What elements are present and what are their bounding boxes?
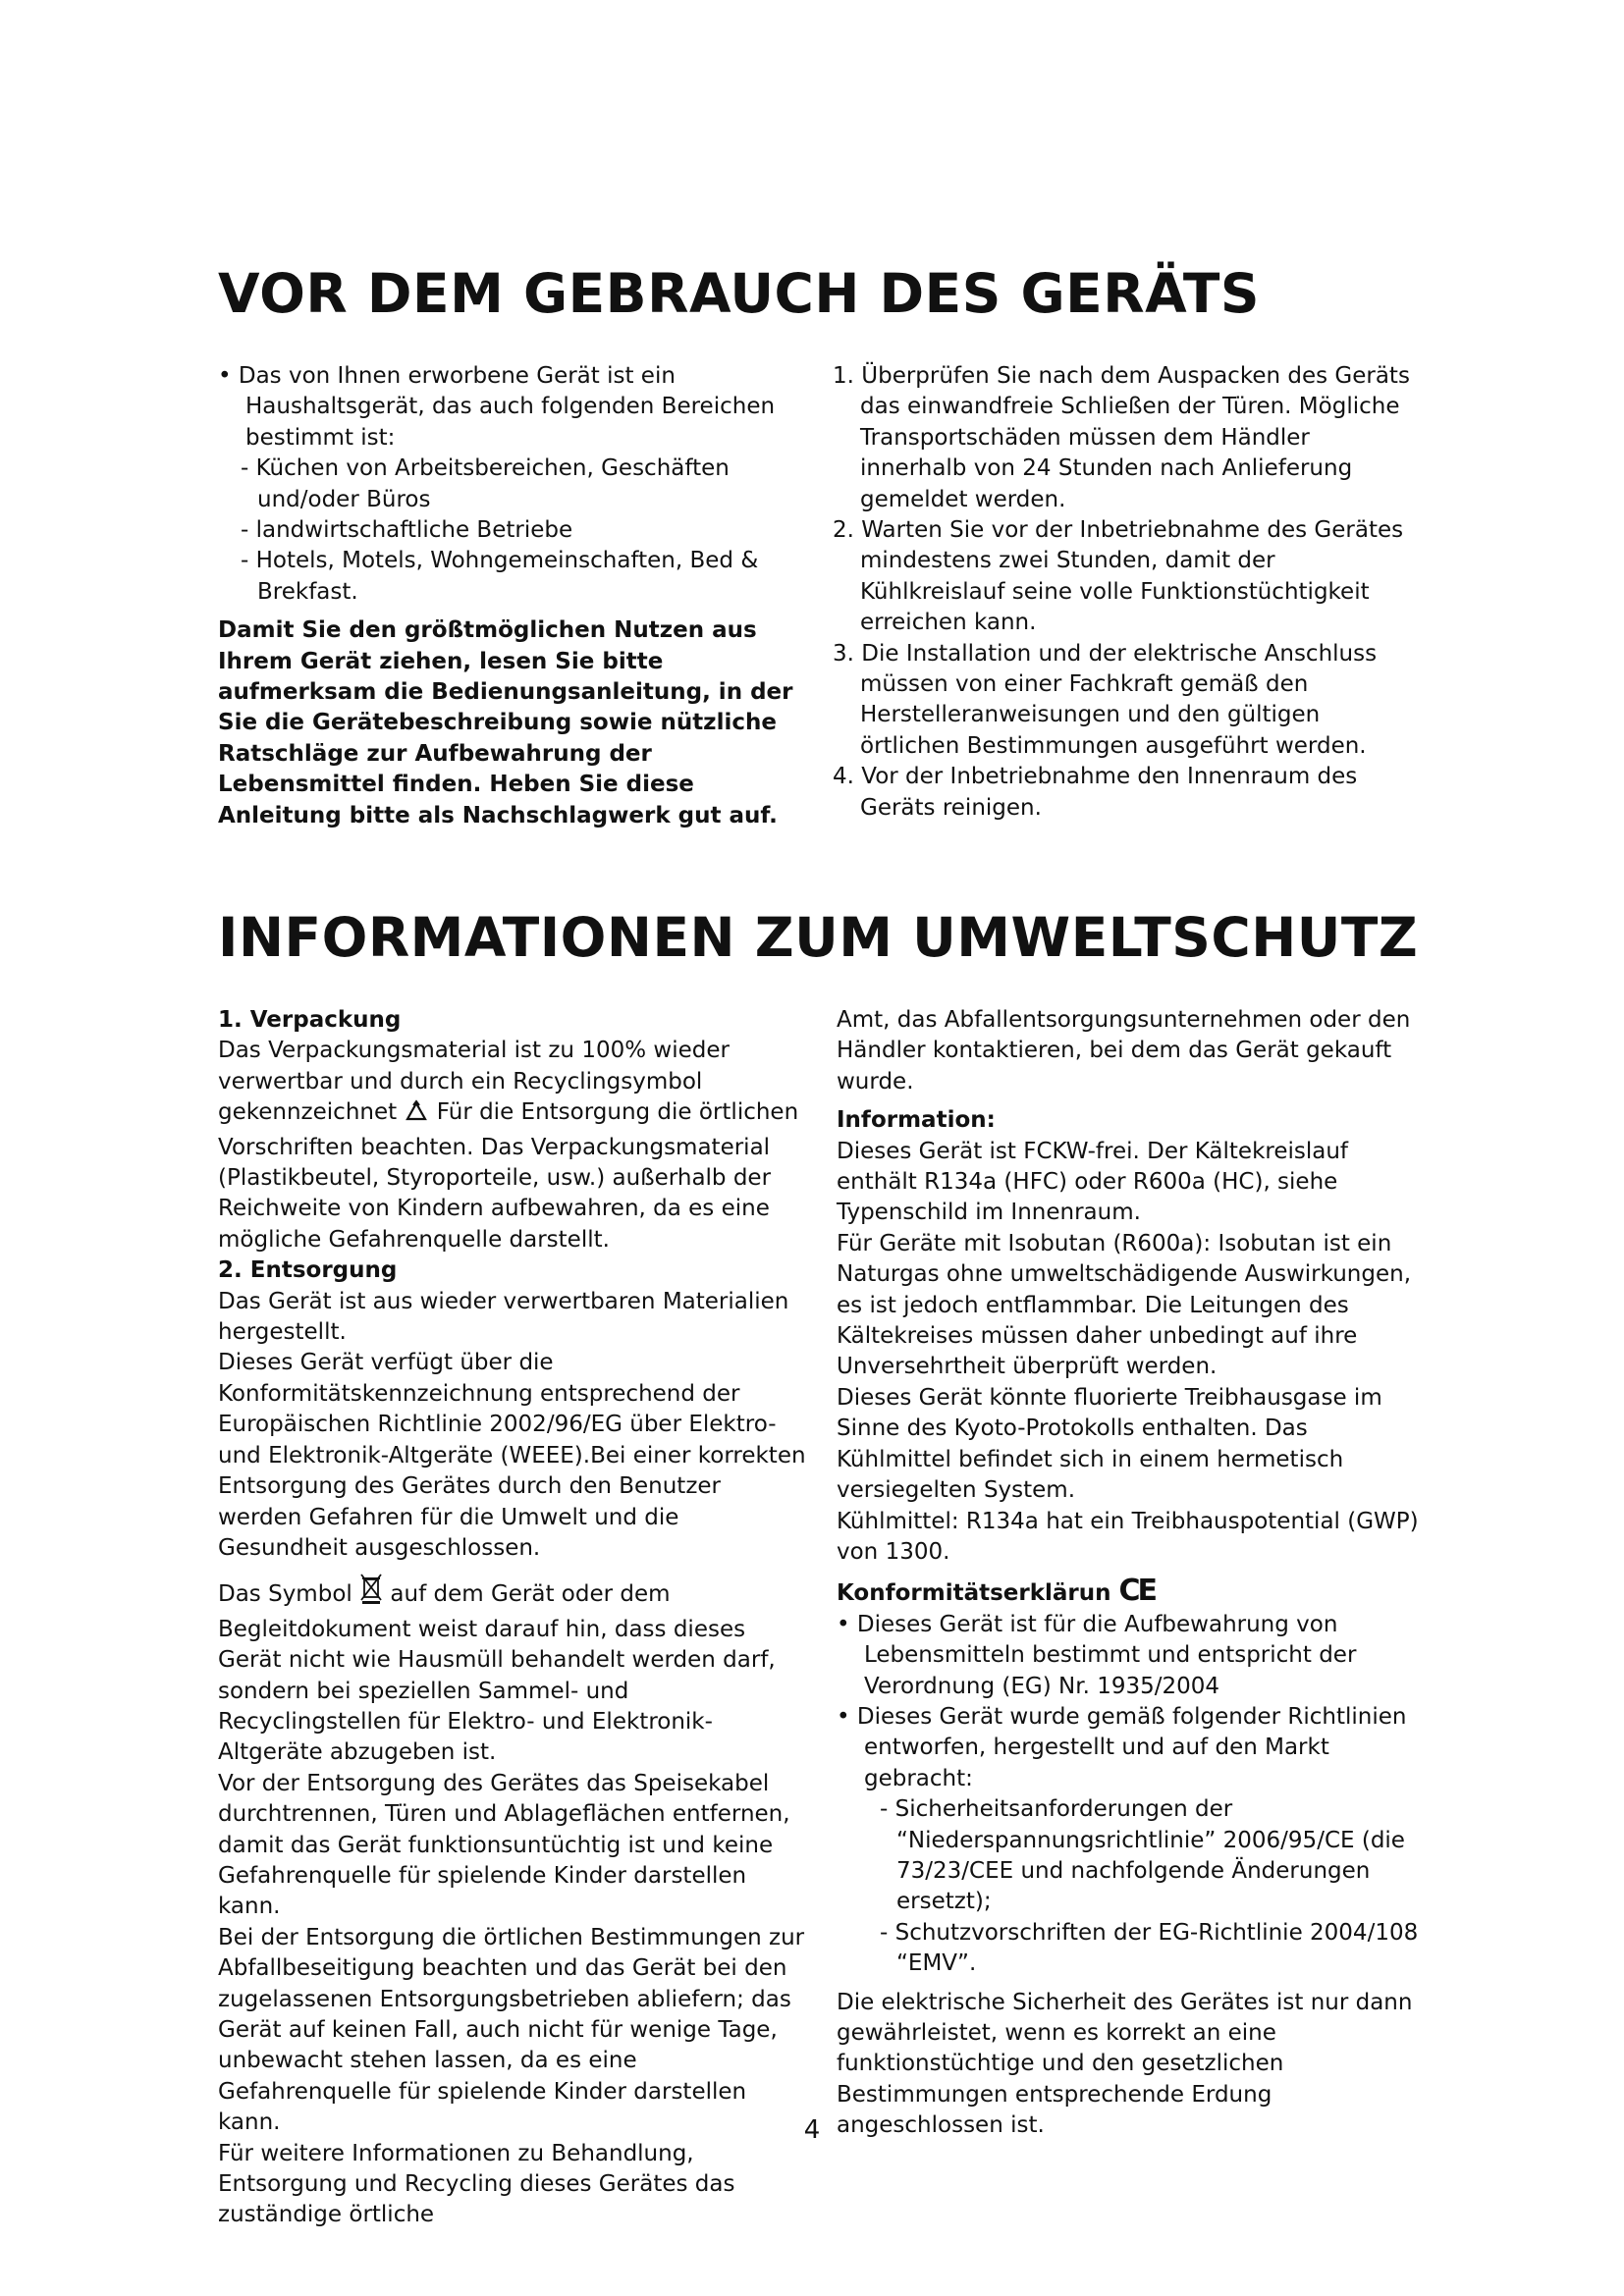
step-1: 1. Überprüfen Sie nach dem Auspacken des Geräts das einwandfreie Schließen der Türen. Mögliche Transportschäden müssen dem Händler innerhalb von 24 Stunden nach Anlieferung gemeldet werden. bbox=[833, 363, 1410, 512]
directive-low-voltage: - Sicherheitsanforderungen der “Niederspannungsrichtlinie” 2006/95/CE (die 73/23/CEE und nachfolgende Änderungen ersetzt); bbox=[880, 1796, 1405, 1915]
conformity-label: Konformitätserklärun bbox=[837, 1580, 1111, 1607]
symbol-text bbox=[218, 1572, 807, 1768]
section-title-before-use: VOR DEM GEBRAUCH DES GERÄTS bbox=[218, 262, 1260, 325]
electrical-safety: Die elektrische Sicherheit des Gerätes ist nur dann gewährleistet, wenn es korrekt an eine funktionstüchtige und den gesetzlichen Bestimmungen entsprechende Erdung angeschlossen ist. bbox=[837, 1989, 1413, 2139]
crossed-bin-icon bbox=[359, 1572, 383, 1614]
disposal-weee: Dieses Gerät verfügt über die Konformitätskennzeichnung entsprechend der Europäischen Richtlinie 2002/96/EG über Elektro- und Elektronik-Altgeräte (WEEE).Bei einer korrekten Entsorgung des Gerätes durch den Benutzer werden Gefahren für die Umwelt und die Gesundheit ausgeschlossen. bbox=[218, 1350, 806, 1561]
symbol-text-b: auf dem Gerät oder dem Begleitdokument weist darauf hin, dass dieses Gerät nicht wie Hausmüll behandelt werden darf, sondern bei speziellen Sammel- und Recyclingstellen für Elektro- und Elektronik-Altgeräte abzugeben ist. bbox=[218, 1581, 776, 1766]
cfc-free-text: Dieses Gerät ist FCKW-frei. Der Kältekreislauf enthält R134a (HFC) oder R600a (HC), siehe Typenschild im Innenraum. bbox=[837, 1138, 1349, 1226]
disposal-regulations: Bei der Entsorgung die örtlichen Bestimmungen zur Abfallbeseitigung beachten und das Gerät bei den zugelassenen Entsorgungsbetrieben abliefern; das Gerät auf keinen Fall, auch nicht für wenige Tage, unbewacht stehen lassen, da es eine Gefahrenquelle für spielende Kinder darstellen kann. bbox=[218, 1924, 805, 2136]
environment-right-column bbox=[837, 1005, 1426, 2142]
environment-left-column bbox=[218, 1005, 807, 2231]
intended-use-bullet: • Das von Ihnen erworbene Gerät ist ein Haushaltsgerät, das auch folgenden Bereichen bestimmt ist: bbox=[218, 363, 776, 451]
directive-emc: - Schutzvorschriften der EG-Richtlinie 2004/108 “EMV”. bbox=[880, 1919, 1419, 1977]
section-title-environment: INFORMATIONEN ZUM UMWELTSCHUTZ bbox=[218, 906, 1419, 969]
page-number: 4 bbox=[803, 2115, 821, 2145]
step-3: 3. Die Installation und der elektrische Anschluss müssen von einer Fachkraft gemäß den Herstelleranweisungen und den gültigen örtlichen Bestimmungen ausgeführt werden. bbox=[833, 640, 1378, 759]
heading-conformity bbox=[837, 1575, 1426, 1609]
read-manual-notice: Damit Sie den größtmöglichen Nutzen aus Ihrem Gerät ziehen, lesen Sie bitte aufmerksam die Bedienungsanleitung, in der Sie die Gerätebeschreibung sowie nützliche Ratschläge zur Aufbewahrung der Lebensmittel finden. Heben Sie diese Anleitung bitte als Nachschlagwerk gut auf. bbox=[218, 617, 793, 828]
heading-information: Information: bbox=[837, 1107, 996, 1134]
before-use-left-column bbox=[218, 361, 797, 831]
gwp-text: Kühlmittel: R134a hat ein Treibhauspotential (GWP) von 1300. bbox=[837, 1508, 1419, 1565]
step-2: 2. Warten Sie vor der Inbetriebnahme des Gerätes mindestens zwei Stunden, damit der Kühlkreislauf seine volle Funktionstüchtigkeit erreichen kann. bbox=[833, 517, 1404, 636]
step-4: 4. Vor der Inbetriebnahme den Innenraum des Geräts reinigen. bbox=[833, 764, 1358, 821]
recycling-icon bbox=[404, 1099, 429, 1132]
contact-authority: Amt, das Abfallentsorgungsunternehmen oder den Händler kontaktieren, bei dem das Gerät gekauft wurde. bbox=[837, 1007, 1411, 1095]
ce-mark-icon: CE bbox=[1118, 1574, 1156, 1609]
conformity-food-contact: • Dieses Gerät ist für die Aufbewahrung von Lebensmitteln bestimmt und entspricht der Verordnung (EG) Nr. 1935/2004 bbox=[837, 1611, 1357, 1699]
use-area-farms: - landwirtschaftliche Betriebe bbox=[241, 517, 573, 544]
packaging-text-a: Das Verpackungsmaterial ist zu 100% wieder verwertbar und durch ein Recyclingsymbol gekennzeichnet bbox=[218, 1038, 730, 1126]
further-information: Für weitere Informationen zu Behandlung, Entsorgung und Recycling dieses Gerätes das zuständige örtliche bbox=[218, 2140, 735, 2228]
disposal-preparation: Vor der Entsorgung des Gerätes das Speisekabel durchtrennen, Türen und Ablageflächen entfernen, damit das Gerät funktionsuntüchtig ist und keine Gefahrenquelle für spielende Kinder darstellen kann. bbox=[218, 1770, 790, 1920]
use-area-offices: - Küchen von Arbeitsbereichen, Geschäften und/oder Büros bbox=[241, 455, 730, 512]
isobutane-text: Für Geräte mit Isobutan (R600a): Isobutan ist ein Naturgas ohne umweltschädigende Auswirkungen, es ist jedoch entflammbar. Die Leitungen des Kältekreises müssen daher unbedingt auf ihre Unversehrtheit überprüft werden. bbox=[837, 1230, 1412, 1380]
heading-disposal: 2. Entsorgung bbox=[218, 1257, 398, 1284]
before-use-right-column bbox=[833, 361, 1422, 824]
heading-packaging: 1. Verpackung bbox=[218, 1007, 402, 1033]
symbol-text-a: Das Symbol bbox=[218, 1581, 352, 1608]
disposal-materials: Das Gerät ist aus wieder verwertbaren Materialien hergestellt. bbox=[218, 1288, 789, 1346]
conformity-directives: • Dieses Gerät wurde gemäß folgender Richtlinien entworfen, hergestellt und auf den Markt gebracht: bbox=[837, 1703, 1407, 1791]
packaging-text-b: Für die Entsorgung die örtlichen Vorschriften beachten. Das Verpackungsmaterial (Plastikbeutel, Styroporteile, usw.) außerhalb der Reichweite von Kindern aufbewahren, da es eine mögliche Gefahrenquelle darstellt. bbox=[218, 1099, 799, 1253]
use-area-hotels: - Hotels, Motels, Wohngemeinschaften, Bed & Brekfast. bbox=[241, 548, 759, 605]
packaging-text bbox=[218, 1036, 807, 1255]
kyoto-text: Dieses Gerät könnte fluorierte Treibhausgase im Sinne des Kyoto-Protokolls enthalten. Das Kühlmittel befindet sich in einem hermetisch versiegelten System. bbox=[837, 1384, 1382, 1504]
